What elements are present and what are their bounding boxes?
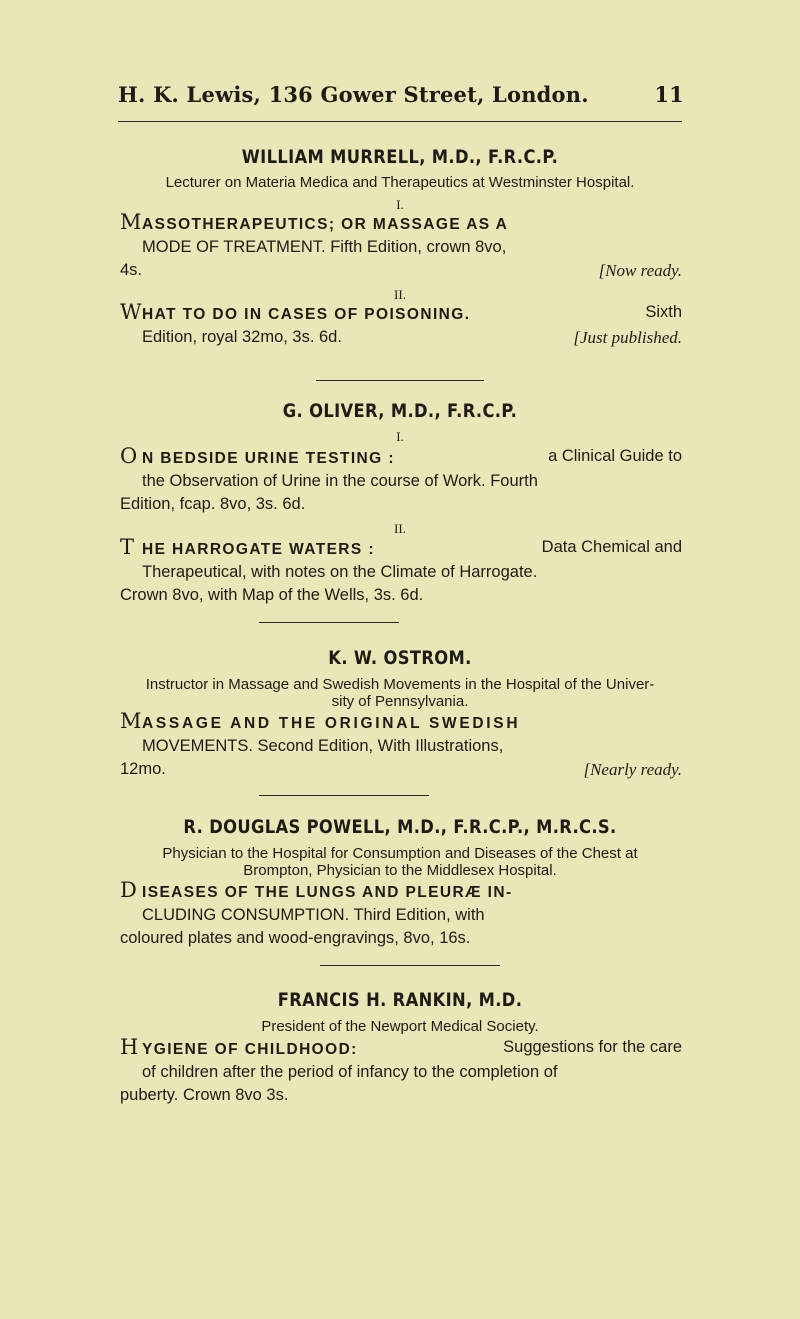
running-head	[118, 82, 684, 107]
book-entry	[120, 445, 682, 516]
entry-text: Suggestions for the care	[503, 1038, 682, 1056]
author-description: Brompton, Physician to the Middlesex Hospital.	[243, 862, 557, 879]
author-description: sity of Pennsylvania.	[331, 693, 469, 710]
work-numeral: II.	[394, 521, 406, 536]
format: 12mo.	[120, 760, 166, 778]
entry-title-line	[120, 879, 682, 904]
entry-text: Data Chemical and	[541, 538, 682, 556]
work-numeral: I.	[396, 429, 404, 444]
author-name: G. OLIVER, M.D., F.R.C.P.	[282, 400, 518, 422]
book-entry	[120, 301, 682, 349]
entry-line: of children after the period of infancy to the completion of	[142, 1063, 558, 1081]
publisher-address: H. K. Lewis, 136 Gower Street, London.	[118, 82, 589, 107]
author-description: Lecturer on Materia Medica and Therapeutics at Westminster Hospital.	[165, 174, 635, 191]
work-numeral: I.	[396, 197, 404, 212]
author-name: WILLIAM MURRELL, M.D., F.R.C.P.	[241, 146, 559, 168]
book-entry	[120, 536, 682, 607]
book-title: ASSAGE AND THE ORIGINAL SWEDISH	[142, 715, 521, 732]
entry-line: Crown 8vo, with Map of the Wells, 3s. 6d.	[120, 586, 424, 604]
author-name: FRANCIS H. RANKIN, M.D.	[277, 989, 523, 1011]
entry-title-line	[120, 710, 682, 735]
entry-line: MODE OF TREATMENT. Fifth Edition, crown 8vo,	[142, 238, 507, 256]
entry-line: CLUDING CONSUMPTION. Third Edition, with	[142, 906, 485, 924]
drop-initial: O	[120, 444, 138, 468]
book-title: N BEDSIDE URINE TESTING :	[142, 450, 395, 467]
entry-line: the Observation of Urine in the course of Work. Fourth	[142, 472, 538, 490]
entry-line: MOVEMENTS. Second Edition, With Illustrations,	[142, 737, 504, 755]
author-description: President of the Newport Medical Society.	[261, 1018, 539, 1035]
entry-line: coloured plates and wood-engravings, 8vo, 16s.	[120, 929, 471, 947]
book-title: ASSOTHERAPEUTICS; OR MASSAGE AS A	[142, 216, 509, 233]
availability-note: [Nearly ready.	[583, 760, 682, 779]
book-entry	[120, 1036, 682, 1107]
author-description: Physician to the Hospital for Consumption and Diseases of the Chest at	[162, 845, 638, 862]
book-title: HAT TO DO IN CASES OF POISONING.	[142, 306, 471, 323]
book-title: HE HARROGATE WATERS :	[142, 541, 375, 558]
entry-title-line	[120, 536, 682, 561]
drop-initial: M	[120, 210, 142, 234]
entry-line	[120, 259, 682, 282]
drop-initial: D	[120, 878, 137, 902]
header-rule	[118, 121, 682, 122]
entry-title-line	[120, 1036, 682, 1061]
book-title: YGIENE OF CHILDHOOD:	[142, 1041, 358, 1058]
author-description: Instructor in Massage and Swedish Movements in the Hospital of the Univer-	[145, 676, 655, 693]
drop-initial: M	[120, 709, 142, 733]
entry-line: puberty. Crown 8vo 3s.	[120, 1086, 289, 1104]
entry-text: a Clinical Guide to	[548, 447, 682, 465]
price: 4s.	[120, 261, 143, 279]
entry-line	[120, 326, 682, 349]
entry-text: Sixth	[645, 303, 682, 321]
book-entry	[120, 710, 682, 781]
drop-initial: T	[120, 535, 135, 559]
entry-line: Edition, fcap. 8vo, 3s. 6d.	[120, 495, 306, 513]
work-numeral: II.	[394, 287, 406, 302]
book-entry	[120, 879, 682, 950]
section-divider	[320, 965, 500, 966]
availability-note: [Now ready.	[598, 261, 682, 280]
availability-note: [Just published.	[573, 328, 682, 347]
entry-line	[120, 758, 682, 781]
author-name: K. W. OSTROM.	[328, 647, 472, 669]
drop-initial: W	[120, 300, 142, 324]
entry-line: Therapeutical, with notes on the Climate of Harrogate.	[142, 563, 538, 581]
edition-and-price: Edition, royal 32mo, 3s. 6d.	[142, 328, 342, 346]
section-divider	[316, 380, 484, 381]
drop-initial: H	[120, 1035, 139, 1059]
book-entry	[120, 211, 682, 282]
entry-title-line	[120, 445, 682, 470]
section-divider	[259, 795, 429, 796]
section-divider	[259, 622, 399, 623]
book-title: ISEASES OF THE LUNGS AND PLEURÆ IN-	[142, 884, 513, 901]
page-number: 11	[654, 82, 684, 107]
entry-title-line	[120, 301, 682, 326]
author-name: R. DOUGLAS POWELL, M.D., F.R.C.P., M.R.C.S.	[183, 816, 617, 838]
entry-title-line	[120, 211, 682, 236]
